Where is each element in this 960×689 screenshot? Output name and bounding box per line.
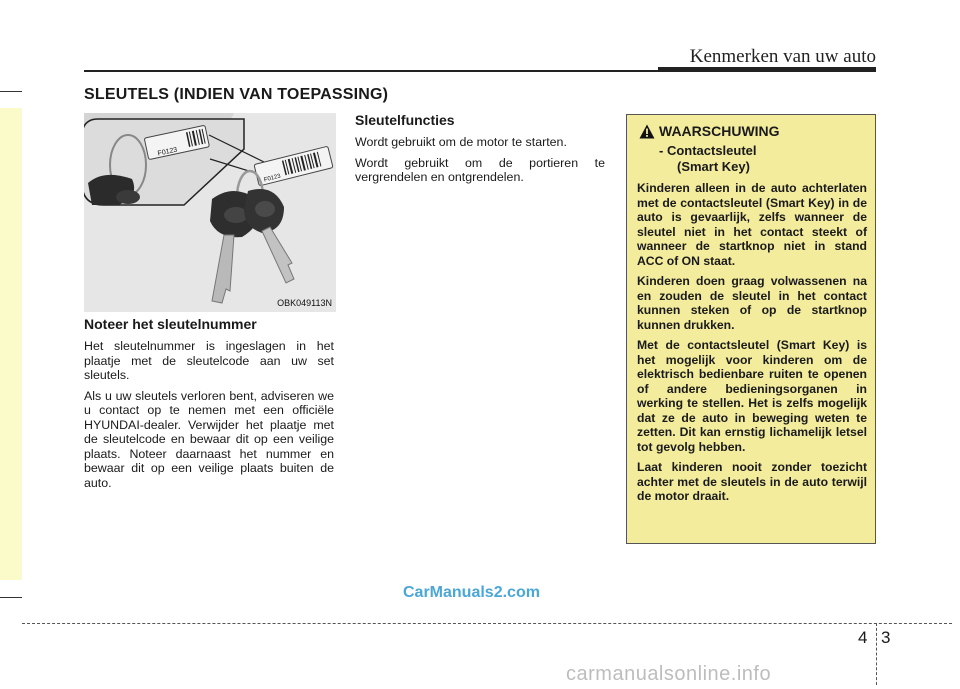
column-key-number [84,316,334,496]
footer-divider [876,623,877,685]
watermark-link[interactable]: CarManuals2.com [403,584,540,601]
keys-illustration [84,113,336,312]
warning-paragraph: Laat kinderen nooit zonder toezicht achter met de sleutels in de auto terwijl de motor draait. [637,460,867,503]
warning-box [626,114,876,544]
warning-subtitle-line1: - Contactsleutel [659,143,757,158]
chapter-title: Kenmerken van uw auto [689,46,876,67]
paragraph: Het sleutelnummer is ingeslagen in het plaatje met de sleutelcode aan uw set sleutels. [84,339,334,382]
header-rule-accent [658,67,876,72]
header-rule [84,70,658,72]
tag-label-main: F0123 [263,173,282,184]
keys-photo [84,113,336,312]
figure-code: OBK049113N [277,298,332,308]
side-rule-top [0,91,22,92]
warning-title: WAARSCHUWING [659,123,780,139]
warning-triangle-icon [639,124,655,139]
warning-paragraph: Kinderen doen graag volwassenen na en zouden de sleutel in het contact kunnen steken of op de startknop kunnen drukken. [637,274,867,332]
heading-key-functions: Sleutelfuncties [355,112,455,128]
footer-rule [22,623,952,624]
paragraph: Als u uw sleutels verloren bent, adviseren we u contact op te nemen met een officiële HYUNDAI-dealer. Verwijder het plaatje met de sleutelcode en bewaar dit op een veilige plaats. Noteer daarnaast het nummer en bewaar dit op een veilige plaats buiten de auto. [84,388,334,490]
warning-heading [637,123,867,139]
warning-paragraph: Met de contactsleutel (Smart Key) is het mogelijk voor kinderen om de elektrisch bedienbare ruiten te openen of andere bedieningsorganen in werking te stellen. Het is zelfs mogelijk dat ze de auto in beweging weten te zetten. Dit kan ernstig lichamelijk letsel tot gevolg hebben. [637,338,867,454]
footer-site-watermark: carmanualsonline.info [566,663,772,685]
warning-subtitle [637,143,867,175]
warning-paragraph: Kinderen alleen in de auto achterlaten met de contactsleutel (Smart Key) in de auto is gevaarlijk, zelfs wanneer de sleutel niet in het contact steekt of wanneer de startknop niet in stand ACC of ON staat. [637,181,867,268]
section-title: SLEUTELS (INDIEN VAN TOEPASSING) [84,86,389,103]
heading-key-number: Noteer het sleutelnummer [84,316,257,332]
side-rule-bottom [0,597,22,598]
warning-subtitle-line2: (Smart Key) [677,159,750,174]
page-number-chapter: 4 [858,628,868,647]
tag-label-inset: F0123 [157,146,179,158]
page-number: 3 [881,628,891,647]
side-color-strip [0,108,22,580]
paragraph: Wordt gebruikt om de motor te starten. [355,135,567,149]
paragraph: Wordt gebruikt om de portieren te vergrendelen en ontgrendelen. [355,155,605,184]
column-key-functions [355,112,605,191]
